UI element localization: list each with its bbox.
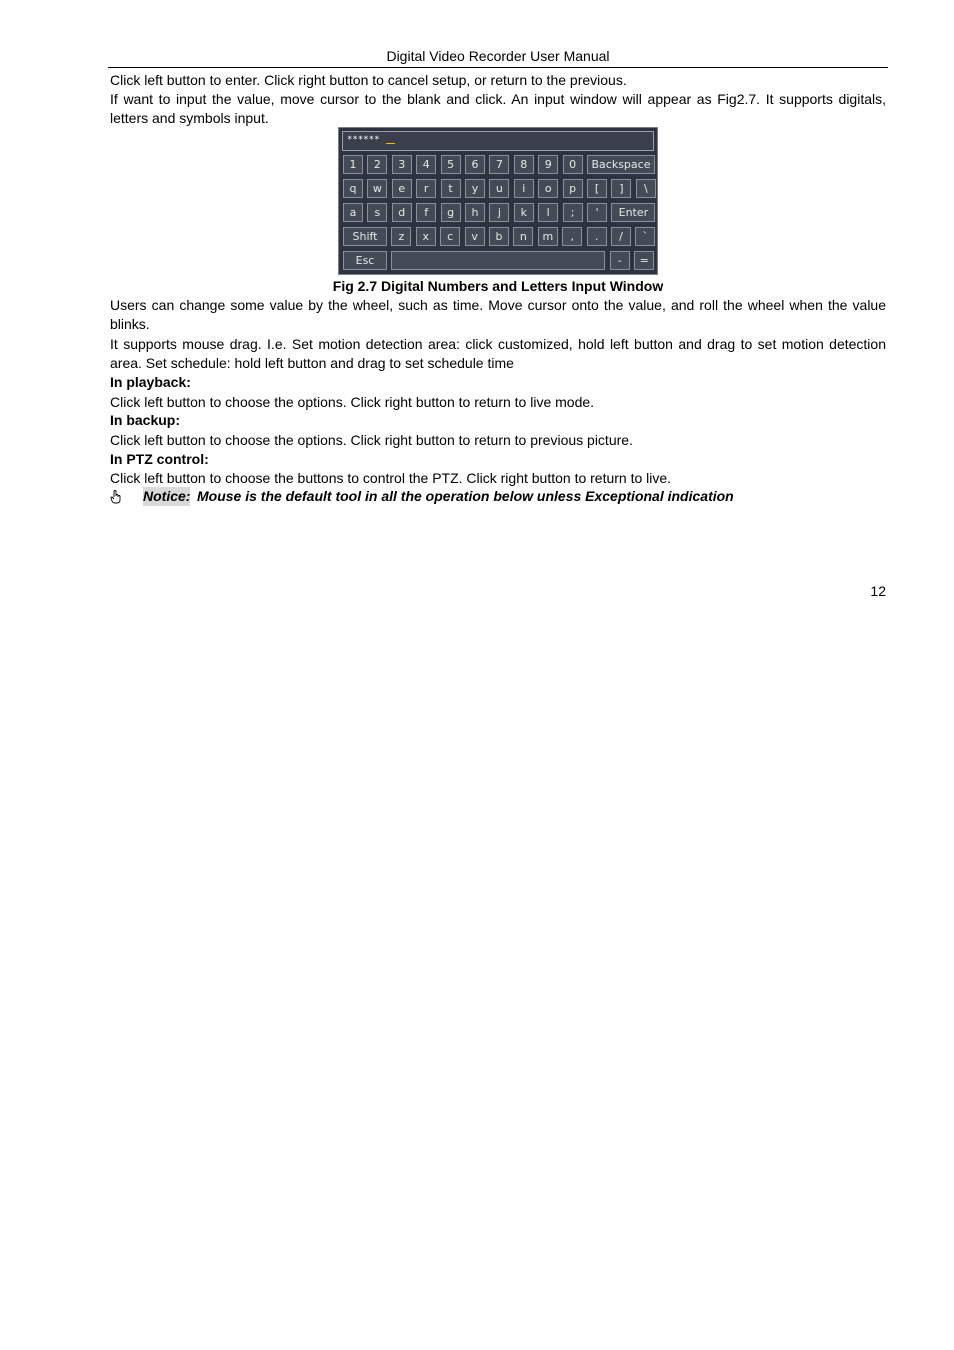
key-char[interactable]: e [392, 179, 412, 198]
key-char[interactable]: z [391, 227, 411, 246]
key-char[interactable]: 7 [489, 155, 509, 174]
key-char[interactable]: s [367, 203, 387, 222]
notice-label: Notice: [143, 488, 191, 504]
page-number: 12 [870, 583, 886, 599]
key-char[interactable]: 9 [538, 155, 558, 174]
key-char[interactable]: 1 [343, 155, 363, 174]
heading-backup: In backup: [110, 412, 181, 428]
key-shift[interactable]: Shift [343, 227, 387, 246]
key-char[interactable]: 6 [465, 155, 485, 174]
key-esc[interactable]: Esc [343, 251, 387, 270]
paragraph-wheel: Users can change some value by the wheel, such as time. Move cursor onto the value, and roll the wheel when the value blinks. [110, 297, 886, 333]
page-header: Digital Video Recorder User Manual [108, 47, 888, 68]
key-char[interactable]: k [514, 203, 534, 222]
key-char[interactable]: m [538, 227, 558, 246]
key-char[interactable]: j [489, 203, 509, 222]
key-backspace[interactable]: Backspace [587, 155, 655, 174]
heading-ptz: In PTZ control: [110, 451, 209, 467]
keyboard-input-window [338, 127, 658, 275]
key-char[interactable]: l [538, 203, 558, 222]
key-char[interactable]: y [465, 179, 485, 198]
key-char[interactable]: ` [635, 227, 655, 246]
paragraph-playback: Click left button to choose the options. Click right button to return to live mode. [110, 394, 595, 410]
key-char[interactable]: ] [611, 179, 631, 198]
key-char[interactable]: ; [563, 203, 583, 222]
key-space[interactable] [391, 251, 605, 270]
key-char[interactable]: 8 [514, 155, 534, 174]
key-char[interactable]: b [489, 227, 509, 246]
key-char[interactable]: p [563, 179, 583, 198]
key-char[interactable]: - [610, 251, 630, 270]
key-char[interactable]: o [538, 179, 558, 198]
key-char[interactable]: c [440, 227, 460, 246]
key-char[interactable]: x [416, 227, 436, 246]
paragraph-mouse-drag: It supports mouse drag. I.e. Set motion detection area: click customized, hold left button and drag to set motion detection area. Set schedule: hold left button and drag to set schedule time [110, 336, 886, 372]
key-char[interactable]: 2 [367, 155, 387, 174]
key-char[interactable]: . [587, 227, 607, 246]
key-char[interactable]: w [367, 179, 387, 198]
key-char[interactable]: \ [636, 179, 656, 198]
key-char[interactable]: n [513, 227, 533, 246]
key-char[interactable]: / [611, 227, 631, 246]
key-enter[interactable]: Enter [611, 203, 655, 222]
figure-caption: Fig 2.7 Digital Numbers and Letters Input Window [332, 278, 664, 294]
text-cursor [386, 133, 395, 144]
key-char[interactable]: f [416, 203, 436, 222]
keyboard-input-value: ****** [347, 135, 380, 145]
key-char[interactable]: = [634, 251, 654, 270]
key-char[interactable]: r [416, 179, 436, 198]
key-char[interactable]: ' [587, 203, 607, 222]
paragraph-input-window: If want to input the value, move cursor to the blank and click. An input window will appear as Fig2.7. It supports digitals, letters and symbols input. [110, 91, 886, 127]
key-char[interactable]: , [562, 227, 582, 246]
key-char[interactable]: 4 [416, 155, 436, 174]
key-char[interactable]: u [489, 179, 509, 198]
key-char[interactable]: t [441, 179, 461, 198]
paragraph-ptz: Click left button to choose the buttons to control the PTZ. Click right button to return to live. [110, 470, 672, 486]
notice-text: Mouse is the default tool in all the operation below unless Exceptional indication [197, 488, 734, 504]
key-char[interactable]: g [441, 203, 461, 222]
key-char[interactable]: i [514, 179, 534, 198]
key-char[interactable]: h [465, 203, 485, 222]
key-char[interactable]: v [465, 227, 485, 246]
keyboard-text-field[interactable] [342, 131, 654, 151]
key-char[interactable]: 3 [392, 155, 412, 174]
key-char[interactable]: 0 [563, 155, 583, 174]
hand-pointer-icon [110, 490, 122, 504]
key-char[interactable]: q [343, 179, 363, 198]
key-char[interactable]: d [392, 203, 412, 222]
paragraph-enter-cancel: Click left button to enter. Click right button to cancel setup, or return to the previous. [110, 72, 627, 88]
key-char[interactable]: a [343, 203, 363, 222]
key-char[interactable]: [ [587, 179, 607, 198]
paragraph-backup: Click left button to choose the options. Click right button to return to previous picture. [110, 432, 633, 448]
key-char[interactable]: 5 [441, 155, 461, 174]
heading-playback: In playback: [110, 374, 191, 390]
